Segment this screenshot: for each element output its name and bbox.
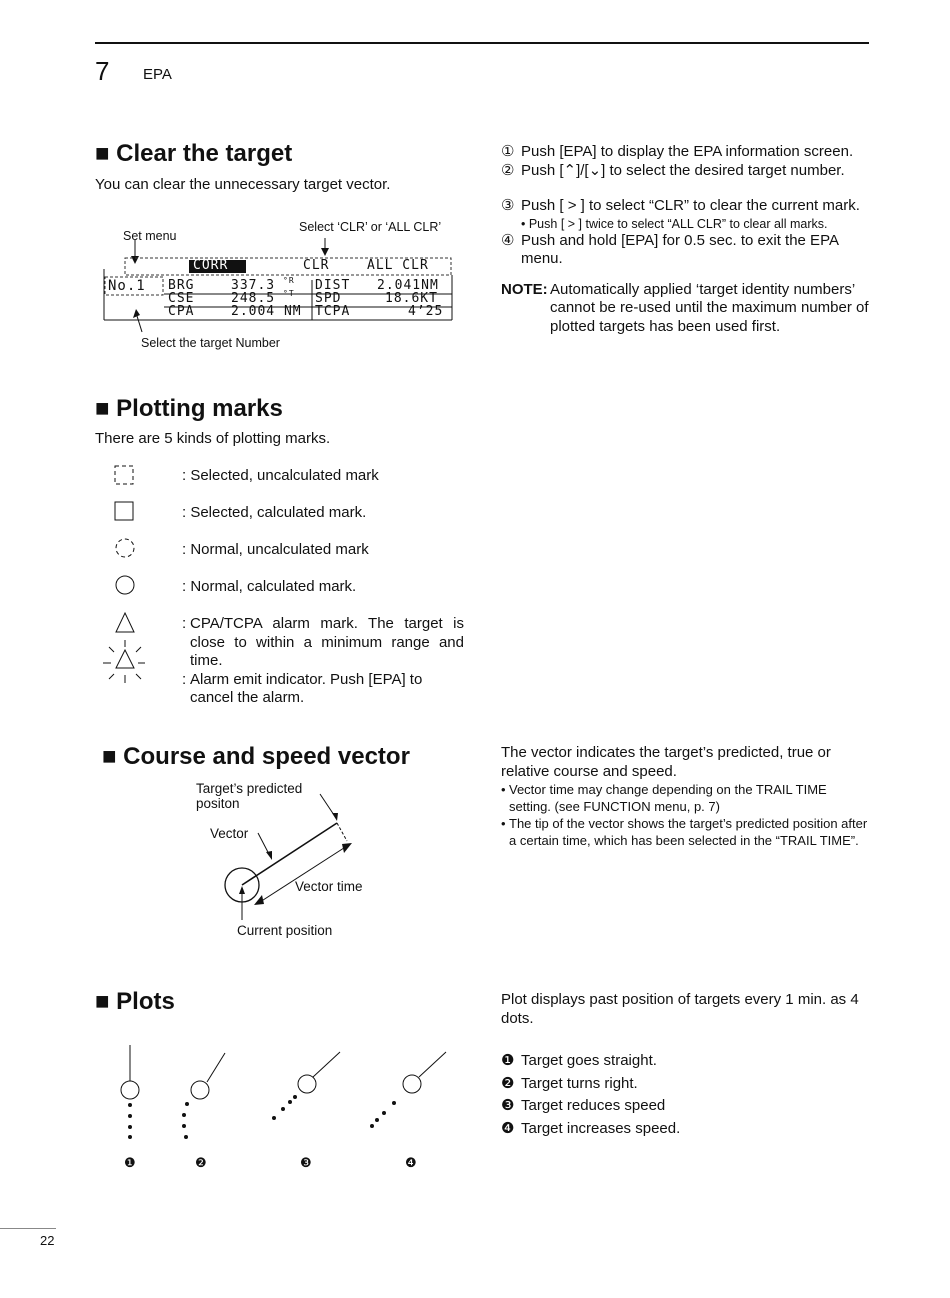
step-item <box>501 232 871 269</box>
chapter-title: EPA <box>143 66 172 83</box>
lcd-label: CPA <box>168 304 195 319</box>
note-label: NOTE: <box>501 280 548 298</box>
bullet-text: Vector time may change depending on the TRAIL TIME setting. (see FUNCTION menu, p. 7) <box>509 782 827 814</box>
note-text: Automatically applied ‘target identity numbers’ cannot be re-used until the maximum number of plotted targets has been used first. <box>550 280 869 335</box>
lcd-menu-all-clr: ALL CLR <box>367 258 429 273</box>
step-number: ② <box>501 161 515 179</box>
lcd-value: 2.004 NM <box>231 304 302 319</box>
course-vector-desc <box>501 744 869 849</box>
alarm-mark-text: CPA/TCPA alarm mark. The target is close to within a minimum range and time. <box>190 615 464 669</box>
mark-label: : Normal, uncalculated mark <box>182 541 369 558</box>
current-position-label: Current position <box>237 923 333 938</box>
step-number: ③ <box>501 197 515 214</box>
plotting-marks-heading: ■ Plotting marks <box>95 395 283 422</box>
bullet-text: The tip of the vector shows the target’s predicted position after a certain time, which has been selected in the “TRAIL TIME”. <box>509 816 868 848</box>
lcd-unit: °T <box>283 289 295 298</box>
dashed-circle-icon <box>116 539 134 557</box>
triangle-alarm-icon <box>116 613 134 632</box>
plot-number-1: ❶ <box>124 1155 136 1170</box>
course-vector-heading: ■ Course and speed vector <box>102 743 410 770</box>
lcd-label: CSE <box>168 291 195 306</box>
lcd-label: BRG <box>168 278 195 293</box>
plot-turn-right <box>182 1053 225 1139</box>
header-rule <box>95 42 869 44</box>
plots-list-text: Target goes straight. <box>521 1052 657 1069</box>
vector-time-line <box>260 846 347 902</box>
step-text: Push [ > ] to select “CLR” to clear the current mark. <box>521 197 860 214</box>
vector-label: Vector <box>210 826 249 841</box>
plots-list-item <box>501 1050 869 1073</box>
step-text: Push [EPA] to display the EPA information screen. <box>521 143 854 160</box>
plots-list-text: Target turns right. <box>521 1074 638 1092</box>
square-icon <box>115 502 133 520</box>
bullet-item <box>501 781 869 815</box>
bullet-dot: • <box>501 816 506 831</box>
lcd-value: 18.6KT <box>385 291 438 306</box>
lcd-target-number: No.1 <box>108 278 146 294</box>
course-vector-desc-text: The vector indicates the target’s predicted, true or relative course and speed. <box>501 744 831 780</box>
lcd-value: 2.041NM <box>377 278 439 293</box>
plots-list-text: Target reduces speed <box>521 1097 666 1115</box>
footer-rule <box>0 1228 56 1229</box>
plots-list-text: Target increases speed. <box>521 1120 681 1138</box>
lcd-label: DIST <box>315 278 351 293</box>
plot-number-3: ❸ <box>300 1155 312 1170</box>
step-item <box>501 162 871 181</box>
lcd-menu-clr: CLR <box>303 258 330 273</box>
alarm-emit-item <box>182 671 464 708</box>
clear-target-intro: You can clear the unnecessary target vector. <box>95 176 391 193</box>
alarm-mark-desc <box>182 615 464 708</box>
plots-list-item <box>501 1073 869 1096</box>
predicted-line2: positon <box>196 796 240 811</box>
chapter-number: 7 <box>95 56 110 86</box>
circle-icon <box>116 576 134 594</box>
step-number: ④ <box>501 231 515 249</box>
lcd-value: 4’25 <box>408 304 444 319</box>
select-clr-callout: Select ‘CLR’ or ‘ALL CLR’ <box>299 220 442 234</box>
plot-reduce-speed <box>272 1052 340 1120</box>
plot-straight <box>121 1045 139 1139</box>
plots-list-number: ❹ <box>501 1120 515 1138</box>
lcd-value: 337.3 <box>231 278 276 293</box>
plot-number-4: ❹ <box>405 1155 417 1170</box>
mark-label: : Selected, uncalculated mark <box>182 467 379 484</box>
lcd-unit: °R <box>283 276 295 285</box>
vector-time-label: Vector time <box>295 879 363 894</box>
plot-increase-speed <box>370 1052 446 1128</box>
bullet-item <box>501 815 869 849</box>
vector-line <box>242 823 337 885</box>
plotting-marks-intro: There are 5 kinds of plotting marks. <box>95 430 331 447</box>
alarm-emit-text: Alarm emit indicator. Push [EPA] to cancel the alarm. <box>190 670 423 706</box>
alarm-emit-icon <box>103 640 145 683</box>
predicted-tick <box>337 823 347 841</box>
plots-list <box>501 1050 869 1141</box>
plots-list-number: ❷ <box>501 1074 515 1092</box>
step-text: Push and hold [EPA] for 0.5 sec. to exit the EPA menu. <box>521 231 839 267</box>
plots-diagram <box>110 1040 460 1160</box>
predicted-line1: Target’s predicted <box>196 781 303 796</box>
bullet-dot: • <box>501 782 506 797</box>
set-menu-callout: Set menu <box>123 229 177 243</box>
plots-desc: Plot displays past position of targets every 1 min. as 4 dots. <box>501 991 859 1027</box>
alarm-mark-item <box>182 615 464 671</box>
lcd-label: SPD <box>315 291 342 306</box>
plot-number-2: ❷ <box>195 1155 207 1170</box>
plots-list-item <box>501 1095 869 1118</box>
note <box>501 281 871 337</box>
mark-label: : Normal, calculated mark. <box>182 578 357 595</box>
plots-heading: ■ Plots <box>95 988 175 1015</box>
step-item <box>501 197 871 216</box>
mark-label: : Selected, calculated mark. <box>182 504 367 521</box>
select-number-callout: Select the target Number <box>141 336 280 350</box>
step-sub-note: • Push [ > ] twice to select “ALL CLR” to clear all marks. <box>521 216 828 231</box>
plotting-mark-icons <box>100 460 150 690</box>
clear-target-steps <box>501 143 871 336</box>
step-item <box>501 143 871 162</box>
dashed-square-icon <box>115 466 133 484</box>
clear-target-heading: ■ Clear the target <box>95 140 293 167</box>
lcd-value: 248.5 <box>231 291 276 306</box>
lcd-label: TCPA <box>315 304 351 319</box>
alarm-mark-colon: : <box>182 615 187 632</box>
step-text: Push [⌃]/[⌄] to select the desired target number. <box>521 161 845 179</box>
page-number: 22 <box>40 1233 55 1248</box>
step-number: ① <box>501 143 515 160</box>
plots-list-item <box>501 1118 869 1141</box>
lcd-menu-corr: CORR <box>193 258 229 273</box>
plots-list-number: ❸ <box>501 1097 515 1115</box>
course-vector-diagram <box>200 780 370 930</box>
plots-list-number: ❶ <box>501 1052 515 1069</box>
alarm-emit-colon: : <box>182 670 187 688</box>
